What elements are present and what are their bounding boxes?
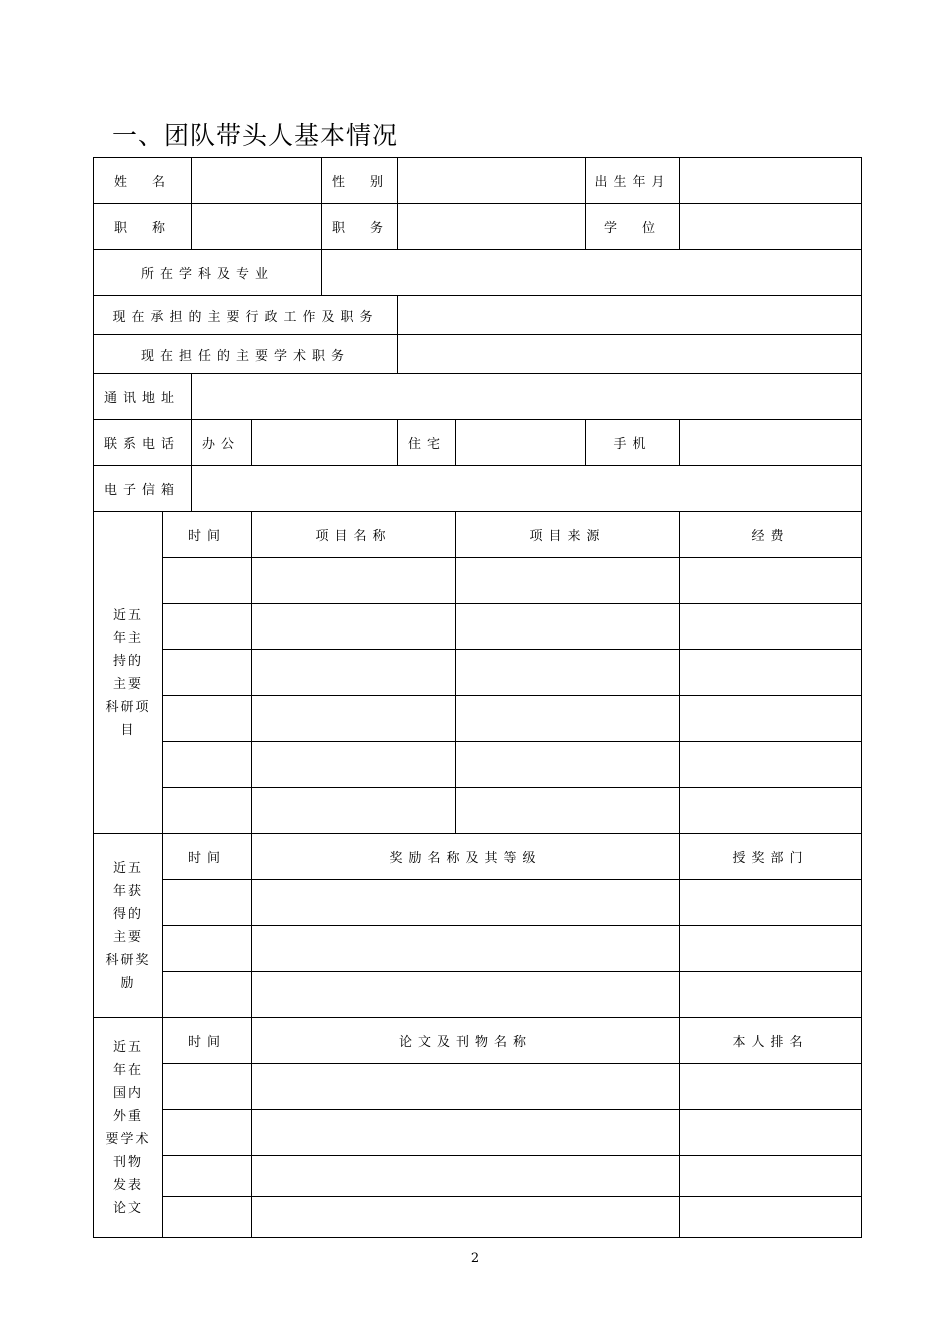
project-name-cell[interactable] bbox=[252, 788, 456, 834]
phone-label: 联系电话 bbox=[94, 420, 192, 466]
mobile-field[interactable] bbox=[680, 420, 862, 466]
project-time-cell[interactable] bbox=[163, 650, 252, 696]
title-label: 职 称 bbox=[94, 204, 192, 250]
award-time-cell[interactable] bbox=[163, 880, 252, 926]
table-row bbox=[94, 788, 862, 834]
projects-side-label: 近五 年主 持的 主要 科研项 目 bbox=[94, 512, 163, 834]
academic-post-label: 现在担任的主要学术职务 bbox=[94, 335, 398, 374]
paper-title-cell[interactable] bbox=[252, 1156, 680, 1197]
project-funding-cell[interactable] bbox=[680, 696, 862, 742]
admin-post-label: 现在承担的主要行政工作及职务 bbox=[94, 296, 398, 335]
birth-field[interactable] bbox=[680, 158, 862, 204]
projects-col-funding: 经费 bbox=[680, 512, 862, 558]
project-time-cell[interactable] bbox=[163, 696, 252, 742]
project-name-cell[interactable] bbox=[252, 650, 456, 696]
project-funding-cell[interactable] bbox=[680, 650, 862, 696]
academic-post-field[interactable] bbox=[398, 335, 862, 374]
projects-col-source: 项目来源 bbox=[456, 512, 680, 558]
paper-rank-cell[interactable] bbox=[680, 1156, 862, 1197]
table-row bbox=[94, 1197, 862, 1238]
gender-label: 性 别 bbox=[322, 158, 398, 204]
table-row bbox=[94, 742, 862, 788]
birth-label: 出生年月 bbox=[586, 158, 680, 204]
papers-col-rank: 本人排名 bbox=[680, 1018, 862, 1064]
papers-col-title: 论文及刊物名称 bbox=[252, 1018, 680, 1064]
table-row bbox=[94, 1110, 862, 1156]
awards-col-name: 奖励名称及其等级 bbox=[252, 834, 680, 880]
project-funding-cell[interactable] bbox=[680, 558, 862, 604]
table-row bbox=[94, 972, 862, 1018]
table-row bbox=[94, 650, 862, 696]
projects-col-name: 项目名称 bbox=[252, 512, 456, 558]
mobile-label: 手机 bbox=[586, 420, 680, 466]
project-name-cell[interactable] bbox=[252, 742, 456, 788]
paper-time-cell[interactable] bbox=[163, 1197, 252, 1238]
paper-rank-cell[interactable] bbox=[680, 1110, 862, 1156]
paper-time-cell[interactable] bbox=[163, 1064, 252, 1110]
paper-rank-cell[interactable] bbox=[680, 1064, 862, 1110]
paper-title-cell[interactable] bbox=[252, 1110, 680, 1156]
project-funding-cell[interactable] bbox=[680, 788, 862, 834]
awards-side-label: 近五 年获 得的 主要 科研奖 励 bbox=[94, 834, 163, 1018]
paper-title-cell[interactable] bbox=[252, 1064, 680, 1110]
email-field[interactable] bbox=[192, 466, 862, 512]
address-field[interactable] bbox=[192, 374, 862, 420]
paper-title-cell[interactable] bbox=[252, 1197, 680, 1238]
table-row bbox=[94, 1064, 862, 1110]
project-time-cell[interactable] bbox=[163, 604, 252, 650]
email-label: 电子信箱 bbox=[94, 466, 192, 512]
paper-time-cell[interactable] bbox=[163, 1156, 252, 1197]
discipline-label: 所在学科及专业 bbox=[94, 250, 322, 296]
leader-info-form bbox=[93, 157, 862, 1238]
project-source-cell[interactable] bbox=[456, 788, 680, 834]
office-phone-field[interactable] bbox=[252, 420, 398, 466]
project-funding-cell[interactable] bbox=[680, 604, 862, 650]
project-name-cell[interactable] bbox=[252, 696, 456, 742]
project-source-cell[interactable] bbox=[456, 650, 680, 696]
degree-field[interactable] bbox=[680, 204, 862, 250]
project-source-cell[interactable] bbox=[456, 604, 680, 650]
award-name-cell[interactable] bbox=[252, 880, 680, 926]
address-label: 通讯地址 bbox=[94, 374, 192, 420]
office-phone-label: 办公 bbox=[192, 420, 252, 466]
award-dept-cell[interactable] bbox=[680, 972, 862, 1018]
table-row bbox=[94, 1156, 862, 1197]
award-time-cell[interactable] bbox=[163, 926, 252, 972]
paper-time-cell[interactable] bbox=[163, 1110, 252, 1156]
table-row bbox=[94, 604, 862, 650]
award-dept-cell[interactable] bbox=[680, 926, 862, 972]
discipline-field[interactable] bbox=[322, 250, 862, 296]
awards-col-time: 时间 bbox=[163, 834, 252, 880]
table-row bbox=[94, 926, 862, 972]
award-time-cell[interactable] bbox=[163, 972, 252, 1018]
home-phone-field[interactable] bbox=[456, 420, 586, 466]
papers-side-label: 近五 年在 国内 外重 要学术 刊物 发表 论文 bbox=[94, 1018, 163, 1238]
project-time-cell[interactable] bbox=[163, 558, 252, 604]
page-heading: 一、团队带头人基本情况 bbox=[112, 121, 399, 150]
post-field[interactable] bbox=[398, 204, 586, 250]
page-number: 2 bbox=[470, 1251, 480, 1266]
projects-col-time: 时间 bbox=[163, 512, 252, 558]
table-row bbox=[94, 558, 862, 604]
post-label: 职 务 bbox=[322, 204, 398, 250]
awards-col-dept: 授奖部门 bbox=[680, 834, 862, 880]
home-phone-label: 住宅 bbox=[398, 420, 456, 466]
degree-label: 学 位 bbox=[586, 204, 680, 250]
project-source-cell[interactable] bbox=[456, 558, 680, 604]
project-time-cell[interactable] bbox=[163, 788, 252, 834]
award-dept-cell[interactable] bbox=[680, 880, 862, 926]
project-name-cell[interactable] bbox=[252, 558, 456, 604]
project-time-cell[interactable] bbox=[163, 742, 252, 788]
papers-col-time: 时间 bbox=[163, 1018, 252, 1064]
project-name-cell[interactable] bbox=[252, 604, 456, 650]
name-label: 姓 名 bbox=[94, 158, 192, 204]
admin-post-field[interactable] bbox=[398, 296, 862, 335]
project-source-cell[interactable] bbox=[456, 742, 680, 788]
project-source-cell[interactable] bbox=[456, 696, 680, 742]
table-row bbox=[94, 696, 862, 742]
award-name-cell[interactable] bbox=[252, 926, 680, 972]
paper-rank-cell[interactable] bbox=[680, 1197, 862, 1238]
project-funding-cell[interactable] bbox=[680, 742, 862, 788]
gender-field[interactable] bbox=[398, 158, 586, 204]
name-field[interactable] bbox=[192, 158, 322, 204]
table-row bbox=[94, 880, 862, 926]
title-field[interactable] bbox=[192, 204, 322, 250]
award-name-cell[interactable] bbox=[252, 972, 680, 1018]
